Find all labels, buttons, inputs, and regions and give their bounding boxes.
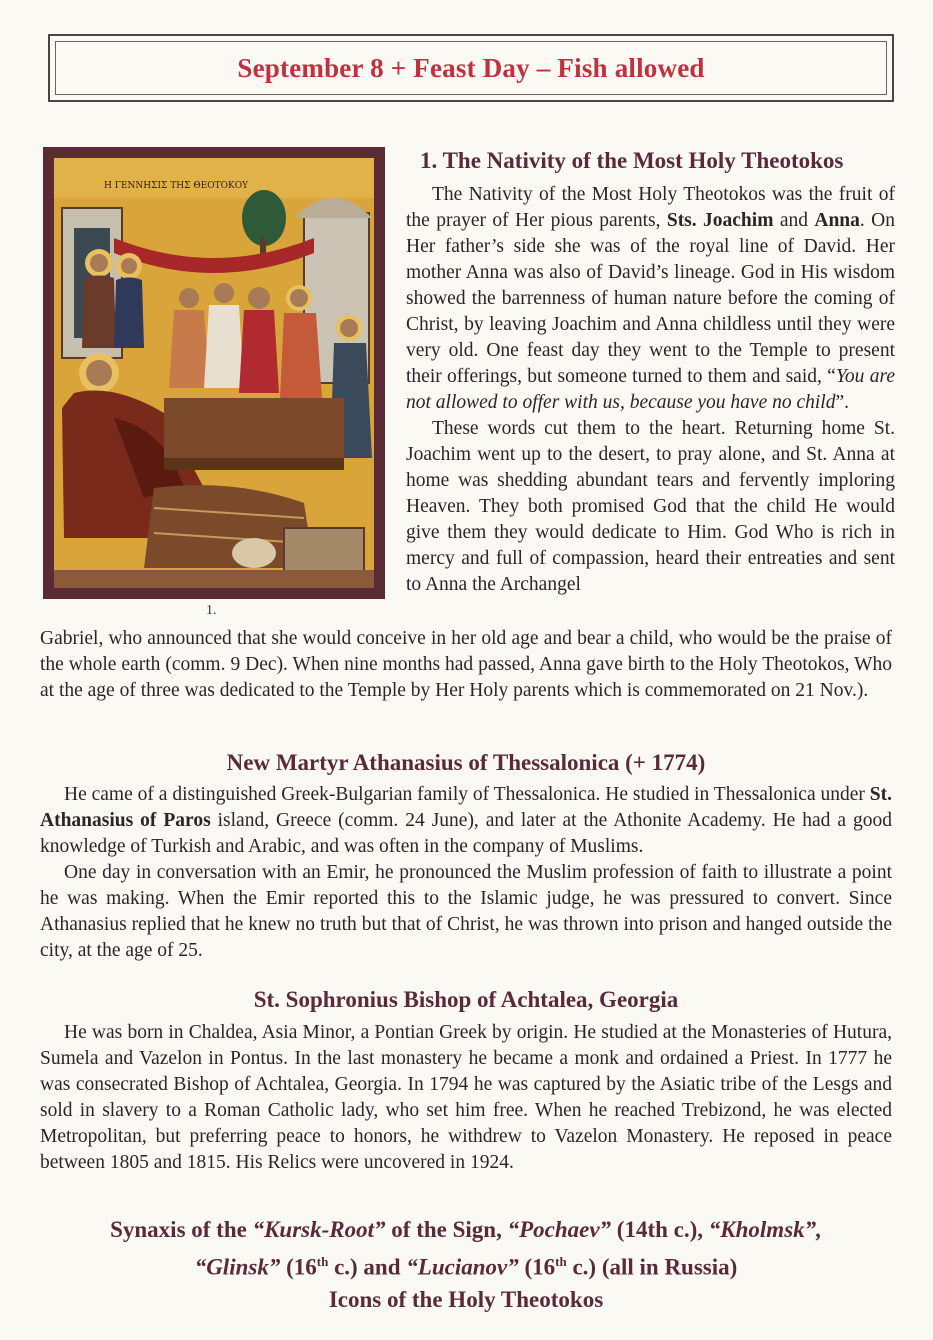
text-run: . On Her father’s side she was of the royal line of David. Her mother Anna was also of David’s lineage. God in His wisdom showed the barrenness of human nature before the coming of Christ, by leaving Joachim and Anna childless until they were very old. One feast day they went to the Temple to present their offerings, but someone turned to them and said, “: [406, 210, 895, 387]
nativity-icon-illustration: [54, 158, 374, 588]
sophronius-paragraph-1: He was born in Chaldea, Asia Minor, a Pontian Greek by origin. He studied at the Monasteries of Hutura, Sumela and Vazelon in Pontus. In the last monastery he became a monk and ordained a Priest. In 1777 he was consecrated Bishop of Achtalea, Georgia. In 1794 he was captured by the Asiatic tribe of the Lesgs and sold in slavery to a Roman Catholic lady, who set him free. When he reached Trebizond, he was elected Metropolitan, but preferring peace to honors, he withdrew to Vazelon Monastery. He reposed in peace between 1805 and 1815. His Relics were uncovered in 1924.: [40, 1022, 892, 1173]
name-athanasius-of-paros: St. Athanasius of Paros: [40, 784, 892, 831]
athanasius-text: [40, 782, 892, 964]
athanasius-paragraph-1: [40, 782, 892, 860]
text-run: c.) (all in Russia): [566, 1254, 738, 1280]
text-run: He came of a distinguished Greek-Bulgarian family of Thessalonica. He studied in Thessalonica under: [64, 784, 870, 805]
text-run: (16: [518, 1254, 556, 1280]
name-anna: Anna: [814, 210, 860, 231]
quote-text: You are not allowed to offer with us, because you have no child: [406, 366, 895, 413]
icon-name-pochaev: “Pochaev”: [507, 1217, 612, 1242]
name-joachim: Sts. Joachim: [666, 210, 774, 231]
nativity-icon-image: [43, 147, 385, 599]
text-run: (16: [280, 1254, 317, 1280]
text-run: of the Sign,: [385, 1217, 508, 1242]
icon-name-glinsk: “Glinsk”: [194, 1254, 281, 1280]
text-run: c.) and: [328, 1254, 407, 1280]
section-title-athanasius: New Martyr Athanasius of Thessalonica (+ 1774): [226, 750, 706, 775]
icon-name-kursk: “Kursk-Root”: [252, 1217, 386, 1242]
synaxis-line-1: [40, 1214, 892, 1246]
nativity-column-text: [406, 182, 895, 598]
icon-name-lucianov: “Lucianov”: [406, 1254, 519, 1280]
nativity-continuation: [40, 626, 892, 704]
synaxis-line-2: [40, 1246, 892, 1284]
text-run: The Nativity of the Most Holy Theotokos was the fruit of the prayer of Her pious parents,: [406, 184, 895, 231]
text-run: ”.: [835, 392, 850, 413]
icon-inscription: Η ΓΕΝΝΗΣΙΣ ΤΗΣ ΘΕΟΤΟΚΟΥ: [104, 181, 249, 191]
synaxis-line-3: Icons of the Holy Theotokos: [328, 1286, 604, 1312]
athanasius-paragraph-2: One day in conversation with an Emir, he pronounced the Muslim profession of faith to illustrate a point he was making. When the Emir reported this to the Islamic judge, he was pressured to convert. Since Athanasius replied that he knew no truth but that of Christ, he was thrown into prison and hanged outside the city, at the age of 25.: [40, 862, 892, 961]
text-run: island, Greece (comm. 24 June), and later at the Athonite Academy. He had a good knowledge of Turkish and Arabic, and was often in the company of Muslims.: [40, 810, 892, 857]
sophronius-text: [40, 1020, 892, 1176]
nativity-paragraph-3: Gabriel, who announced that she would conceive in her old age and bear a child, who would be the praise of the whole earth (comm. 9 Dec). When nine months had passed, Anna gave birth to the Holy Theotokos, Who at the age of three was dedicated to the Temple by Her Holy parents which is commemorated on 21 Nov.).: [40, 628, 892, 701]
header-box: [48, 34, 894, 102]
text-run: and: [773, 210, 815, 231]
section-title-sophronius: St. Sophronius Bishop of Achtalea, Georgia: [253, 987, 679, 1012]
superscript: th: [316, 1254, 329, 1269]
figure-caption: 1.: [206, 603, 217, 618]
page-title: September 8 + Feast Day – Fish allowed: [237, 52, 705, 83]
icon-name-kholmsk: “Kholmsk”,: [708, 1217, 822, 1242]
text-run: Synaxis of the: [110, 1217, 253, 1242]
section-title-nativity: 1. The Nativity of the Most Holy Theotokos: [420, 148, 844, 173]
superscript: th: [555, 1254, 567, 1269]
text-run: (14th c.),: [611, 1217, 709, 1242]
synaxis-heading: [40, 1214, 892, 1316]
nativity-paragraph-1: [406, 182, 895, 416]
nativity-paragraph-2: These words cut them to the heart. Returning home St. Joachim went up to the desert, to pray alone, and St. Anna at home was shedding abundant tears and fervently imploring Heaven. They both promised God that the child He would give them they would dedicate to Him. God Who is rich in mercy and full of compassion, heard their entreaties and sent to Anna the Archangel: [406, 418, 895, 595]
header-inner-frame: [55, 41, 887, 95]
